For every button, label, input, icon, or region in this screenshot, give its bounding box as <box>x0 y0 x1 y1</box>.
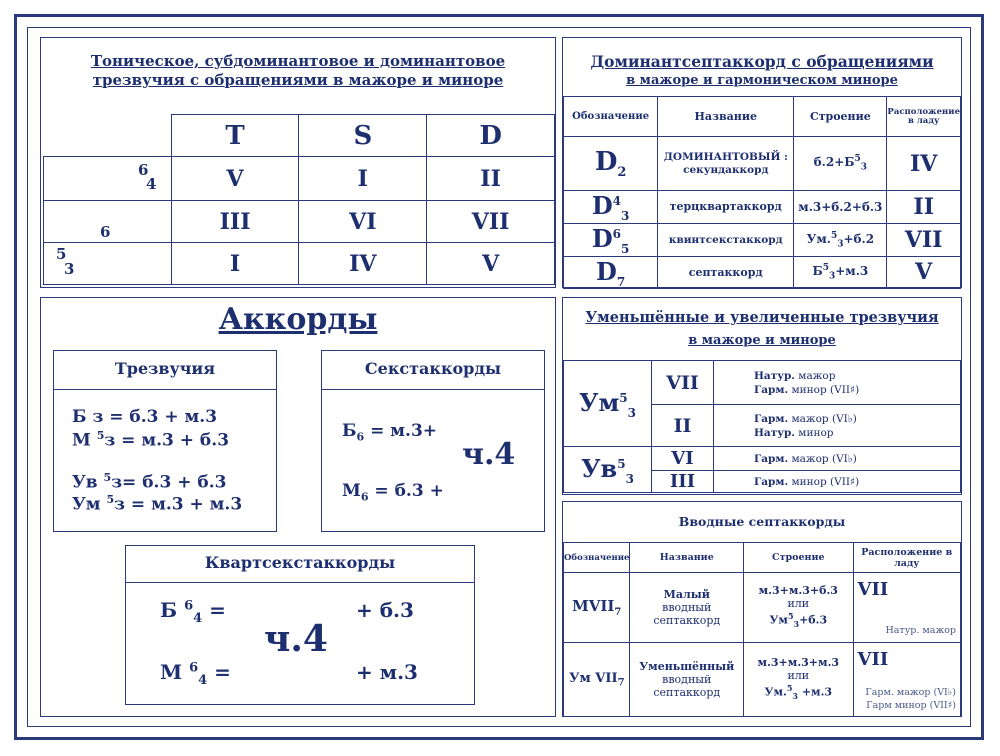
triads-title: Трезвучия <box>114 359 216 378</box>
lead-panel <box>562 501 962 717</box>
lead-name: Малый вводный септаккорд <box>630 573 744 643</box>
tsd-cell: III <box>171 201 299 243</box>
sext-line: $М_6 = б.3$ + <box>342 481 444 504</box>
d7-name: ДОМИНАНТОВЫЙ : секундаккорд <box>658 137 794 191</box>
d7-structure: Ум.$^5_3$+б.2 <box>794 223 887 256</box>
dimaug-degree: II <box>652 405 714 447</box>
sext-box <box>321 350 545 532</box>
tsd-cell: II <box>427 157 555 201</box>
lead-degree-cell <box>853 643 960 717</box>
tsd-row-label: 6 4 <box>44 157 172 201</box>
tsd-cell: I <box>299 157 427 201</box>
sext-line: $Б_6 = м.3+$ <box>342 421 438 444</box>
d7-title-line2: в мажоре и гармоническом миноре <box>626 73 898 88</box>
lead-structure: м.3+м.3+б.3 или $Ум^5_3+б.3$ <box>744 573 853 643</box>
d7-degree: VII <box>887 223 961 256</box>
d7-symbol: $D_7$ <box>564 256 658 289</box>
tsd-table <box>43 114 555 285</box>
dimaug-table <box>563 360 961 493</box>
d7-table <box>563 96 961 289</box>
d7-title-line1: Доминантсептаккорд с обращениями <box>590 52 934 71</box>
tsd-header-t: T <box>171 115 299 157</box>
dimaug-note: Гарм. минор (VII♯) <box>714 471 961 493</box>
lead-name: Уменьшённый вводный септаккорд <box>630 643 744 717</box>
dimaug-title-line2: в мажоре и миноре <box>688 333 836 348</box>
dimaug-note: Натур. мажор Гарм. минор (VII♯) <box>714 361 961 405</box>
lead-table <box>563 542 961 717</box>
lead-header: Обозначение <box>564 543 630 573</box>
lead-header: Название <box>630 543 744 573</box>
quart-line: Б $^6_4$ = <box>160 598 226 626</box>
tsd-cell: IV <box>299 243 427 285</box>
quart-line: М $^6_4$ = <box>160 660 231 688</box>
d7-degree: V <box>887 256 961 289</box>
tsd-cell: VI <box>299 201 427 243</box>
lead-structure: м.3+м.3+м.3 или Ум.$^5_3$ +м.3 <box>744 643 853 717</box>
lead-degree: VII <box>857 649 889 670</box>
triads-line: М $^5$з = м.3 + б.3 <box>72 429 230 451</box>
d7-header: Строение <box>794 97 887 137</box>
dimaug-note: Гарм. мажор (VI♭) Натур. минор <box>714 405 961 447</box>
tsd-cell: VII <box>427 201 555 243</box>
d7-panel <box>562 37 962 288</box>
aug-symbol: $Ув^5_3$ <box>564 447 652 493</box>
d7-degree: II <box>887 191 961 224</box>
lead-note: Гарм минор (VII♯) <box>866 700 956 711</box>
d7-name: септаккорд <box>658 256 794 289</box>
tsd-panel <box>40 37 556 288</box>
sext-interval: ч.4 <box>462 437 516 472</box>
chords-panel <box>40 297 556 717</box>
d7-symbol: $D_2$ <box>564 137 658 191</box>
triads-line: Ум $^5$з = м.3 + м.3 <box>72 493 243 515</box>
dimaug-note: Гарм. мажор (VI♭) <box>714 447 961 471</box>
lead-header: Строение <box>744 543 853 573</box>
dimaug-degree: VII <box>652 361 714 405</box>
tsd-cell: V <box>171 157 299 201</box>
quart-box <box>125 545 475 705</box>
quart-right: + м.3 <box>356 660 418 684</box>
d7-name: терцквартаккорд <box>658 191 794 224</box>
lead-symbol: $MVII_7$ <box>564 573 630 643</box>
d7-header: Обозначение <box>564 97 658 137</box>
d7-structure: $б.2+Б^5_3$ <box>794 137 887 191</box>
tsd-header-s: S <box>299 115 427 157</box>
lead-degree: VII <box>857 579 889 600</box>
tsd-cell: V <box>427 243 555 285</box>
d7-degree: IV <box>887 137 961 191</box>
tsd-header-d: D <box>427 115 555 157</box>
d7-symbol: $D^6_5$ <box>564 223 658 256</box>
triads-line: Ув $^5$з= б.3 + б.3 <box>72 471 227 493</box>
dimaug-degree: VI <box>652 447 714 471</box>
quart-title: Квартсекстаккорды <box>204 553 396 572</box>
d7-header: Расположение в ладу <box>887 97 961 137</box>
tsd-title-line2: трезвучия с обращениями в мажоре и миноре <box>92 71 504 89</box>
triads-line: Б з = б.3 + м.3 <box>72 407 218 427</box>
lead-note: Натур. мажор <box>885 625 956 636</box>
quart-right: + б.3 <box>356 598 414 622</box>
lead-degree-cell <box>853 573 960 643</box>
sext-title: Секстаккорды <box>364 359 502 378</box>
lead-title: Вводные септаккорды <box>678 514 846 529</box>
d7-symbol: $D^4_3$ <box>564 191 658 224</box>
tsd-row-label: 6 <box>44 201 172 243</box>
dimaug-panel <box>562 297 962 495</box>
dimaug-title-line1: Уменьшённые и увеличенные трезвучия <box>585 309 939 326</box>
quart-interval: ч.4 <box>264 618 328 660</box>
lead-symbol: Ум $VII_7$ <box>564 643 630 717</box>
d7-structure: м.3+б.2+б.3 <box>794 191 887 224</box>
d7-header: Название <box>658 97 794 137</box>
tsd-cell: I <box>171 243 299 285</box>
tsd-title-line1: Тоническое, субдоминантовое и доминантовое <box>90 52 506 70</box>
dim-symbol: $Ум^5_3$ <box>564 361 652 447</box>
chords-title: Аккорды <box>218 302 378 337</box>
tsd-row-label: 5 3 <box>44 243 172 285</box>
d7-structure: $Б^5_3+м.3$ <box>794 256 887 289</box>
d7-name: квинтсекстаккорд <box>658 223 794 256</box>
lead-header: Расположение в ладу <box>853 543 960 573</box>
lead-note: Гарм. мажор (VI♭) <box>865 687 956 698</box>
dimaug-degree: III <box>652 471 714 493</box>
triads-box <box>53 350 277 532</box>
